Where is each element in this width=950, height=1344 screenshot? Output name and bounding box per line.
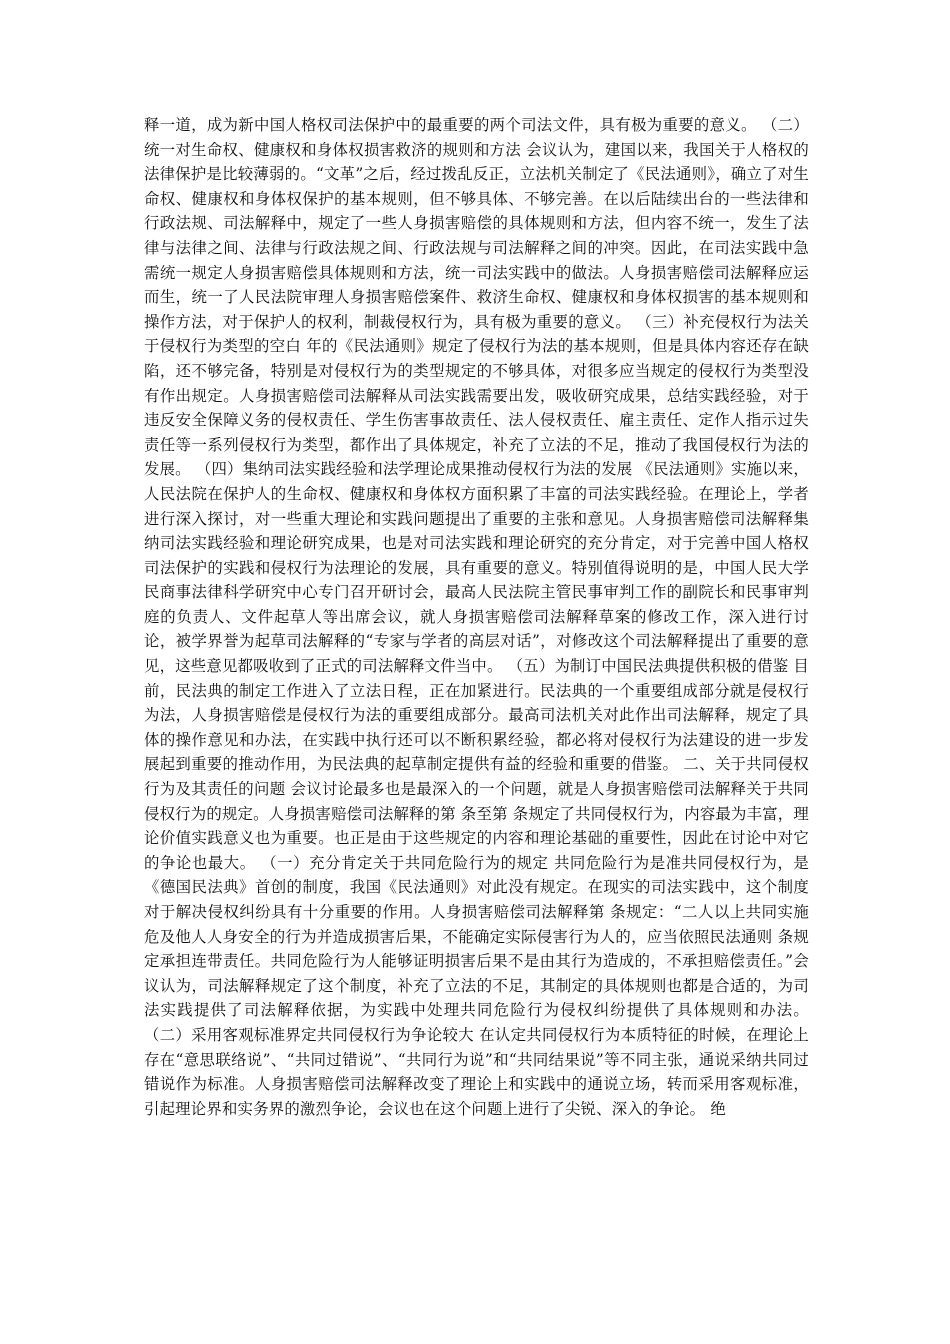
body-text: 释一道，成为新中国人格权司法保护中的最重要的两个司法文件，具有极为重要的意义。 （二）统一对生命权、健康权和身体权损害救济的规则和方法 会议认为，建国以来，我国关于人格权的法律保护是比较薄弱的。“文革”之后，经过拨乱反正，立法机关制定了《民法通则》，确立了对生命权、健康权和身体权保护的基本规则，但不够具体、不够完善。在以后陆续出台的一些法律和行政法规、司法解释中，规定了一些人身损害赔偿的具体规则和方法，但内容不统一，发生了法律与法律之间、法律与行政法规之间、行政法规与司法解释之间的冲突。因此，在司法实践中急需统一规定人身损害赔偿具体规则和方法，统一司法实践中的做法。人身损害赔偿司法解释应运而生，统一了人民法院审理人身损害赔偿案件、救济生命权、健康权和身体权损害的基本规则和操作方法，对于保护人的权利，制裁侵权行为，具有极为重要的意义。 （三）补充侵权行为法关于侵权行为类型的空白 年的《民法通则》规定了侵权行为法的基本规则，但是具体内容还存在缺陷，还不够完备，特别是对侵权行为的类型规定的不够具体，对很多应当规定的侵权行为类型没有作出规定。人身损害赔偿司法解释从司法实践需要出发，吸收研究成果，总结实践经验，对于违反安全保障义务的侵权责任、学生伤害事故责任、法人侵权责任、雇主责任、定作人指示过失责任等一系列侵权行为类型，都作出了具体规定，补充了立法的不足，推动了我国侵权行为法的发展。 （四）集纳司法实践经验和法学理论成果推动侵权行为法的发展 《民法通则》实施以来，人民法院在保护人的生命权、健康权和身体权方面积累了丰富的司法实践经验。在理论上，学者进行深入探讨，对一些重大理论和实践问题提出了重要的主张和意见。人身损害赔偿司法解释集纳司法实践经验和理论研究成果，也是对司法实践和理论研究的充分肯定，对于完善中国人格权司法保护的实践和侵权行为法理论的发展，具有重要的意义。特别值得说明的是，中国人民大学民商事法律科学研究中心专门召开研讨会，最高人民法院主管民事审判工作的副院长和民事审判庭的负责人、文件起草人等出席会议，就人身损害赔偿司法解释草案的修改工作，深入进行讨论，被学界誉为起草司法解释的“专家与学者的高层对话”，对修改这个司法解释提出了重要的意见，这些意见都吸收到了正式的司法解释文件当中。 （五）为制订中国民法典提供积极的借鉴 目前，民法典的制定工作进入了立法日程，正在加紧进行。民法典的一个重要组成部分就是侵权行为法，人身损害赔偿是侵权行为法的重要组成部分。最高司法机关对此作出司法解释，规定了具体的操作意见和办法，在实践中执行还可以不断积累经验，都必将对侵权行为法建设的进一步发展起到重要的推动作用，为民法典的起草制定提供有益的经验和重要的借鉴。 二、关于共同侵权行为及其责任的问题 会议讨论最多也是最深入的一个问题，就是人身损害赔偿司法解释关于共同侵权行为的规定。人身损害赔偿司法解释的第 条至第 条规定了共同侵权行为，内容最为丰富，理论价值实践意义也为重要。也正是由于这些规定的内容和理论基础的重要性，因此在讨论中对它的争论也最大。 （一）充分肯定关于共同危险行为的规定 共同危险行为是准共同侵权行为，是《德国民法典》首创的制度，我国《民法通则》对此没有规定。在现实的司法实践中，这个制度对于解决侵权纠纷具有十分重要的作用。人身损害赔偿司法解释第 条规定：“二人以上共同实施危及他人人身安全的行为并造成损害后果，不能确定实际侵害行为人的，应当依照民法通则 条规定承担连带责任。共同危险行为人能够证明损害后果不是由其行为造成的，不承担赔偿责任。”会议认为，司法解释规定了这个制度，补充了立法的不足，其制定的具体规则也都是合适的，为司法实践提供了司法解释依据，为实践中处理共同危险行为侵权纠纷提供了具体规则和办法。 （二）采用客观标准界定共同侵权行为争论较大 在认定共同侵权行为本质特征的时候，在理论上存在“意思联络说”、“共同过错说”、“共同行为说”和“共同结果说”等不同主张，通说采纳共同过错说作为标准。人身损害赔偿司法解释改变了理论上和实践中的通说立场，转而采用客观标准，引起理论界和实务界的激烈争论，会议也在这个问题上进行了尖锐、深入的争论。 绝 <box>144 116 809 1118</box>
document-page <box>144 113 809 1121</box>
